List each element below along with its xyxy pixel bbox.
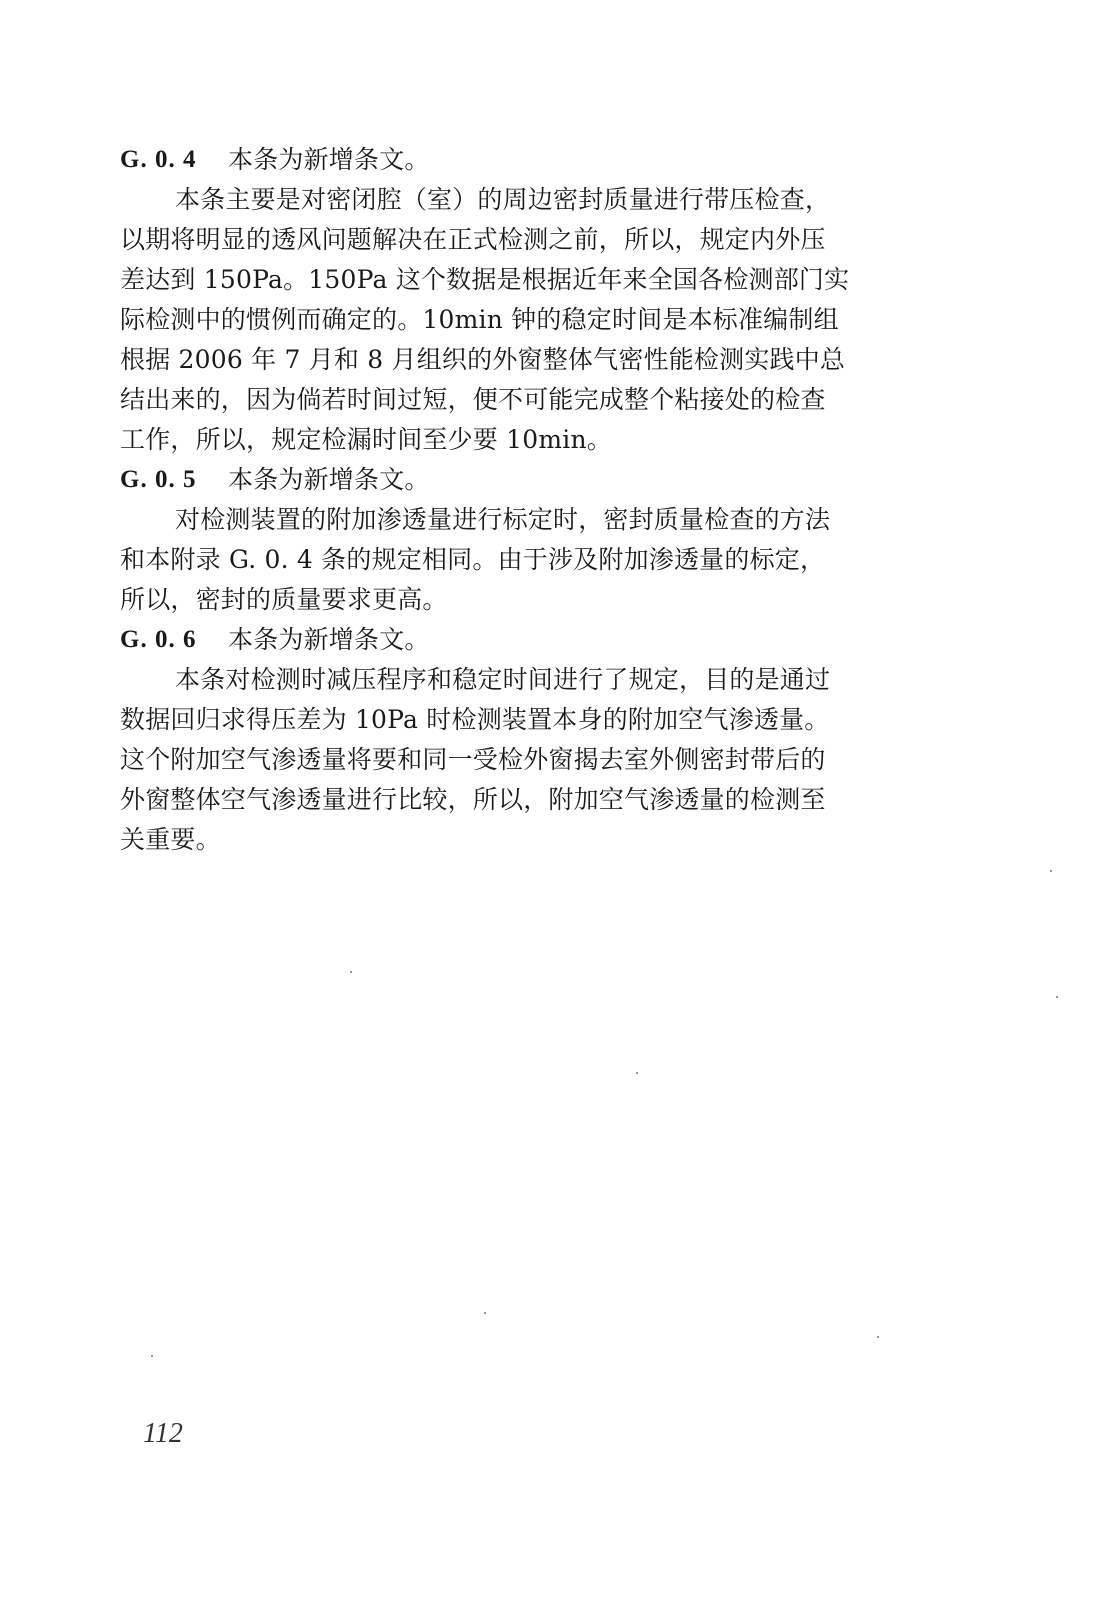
scan-speck bbox=[877, 1336, 879, 1338]
paragraph-line: 本条主要是对密闭腔（室）的周边密封质量进行带压检查， bbox=[175, 185, 831, 214]
paragraph-line: 所以，密封的质量要求更高。 bbox=[120, 585, 448, 614]
scan-speck bbox=[151, 1355, 153, 1357]
scan-speck bbox=[636, 1072, 638, 1074]
paragraph-line: 和本附录 G. 0. 4 条的规定相同。由于涉及附加渗透量的标定， bbox=[120, 545, 826, 574]
clause-title: 本条为新增条文。 bbox=[228, 625, 430, 654]
paragraph-line: 际检测中的惯例而确定的。10min 钟的稳定时间是本标准编制组 bbox=[120, 305, 839, 334]
paragraph-line: 对检测装置的附加渗透量进行标定时，密封质量检查的方法 bbox=[175, 505, 831, 534]
paragraph-line: 以期将明显的透风问题解决在正式检测之前，所以，规定内外压 bbox=[120, 225, 826, 254]
body-text bbox=[120, 140, 925, 860]
clause-title: 本条为新增条文。 bbox=[228, 465, 430, 494]
paragraph-line: 这个附加空气渗透量将要和同一受检外窗揭去室外侧密封带后的 bbox=[120, 745, 826, 774]
clause-number: G. 0. 5 bbox=[120, 466, 197, 493]
section-g-0-6 bbox=[120, 620, 925, 860]
section-g-0-5 bbox=[120, 460, 925, 620]
paragraph-line: 根据 2006 年 7 月和 8 月组织的外窗整体气密性能检测实践中总 bbox=[120, 345, 846, 374]
scan-speck bbox=[1056, 996, 1058, 998]
scan-speck bbox=[1050, 870, 1052, 872]
paragraph-line: 结出来的，因为倘若时间过短，便不可能完成整个粘接处的检查 bbox=[120, 385, 826, 414]
clause-title: 本条为新增条文。 bbox=[228, 145, 430, 174]
paragraph-line: 工作，所以，规定检漏时间至少要 10min。 bbox=[120, 425, 612, 454]
scan-speck bbox=[350, 971, 352, 973]
section-g-0-4 bbox=[120, 140, 925, 460]
page-number: 112 bbox=[143, 1418, 183, 1449]
clause-number: G. 0. 6 bbox=[120, 626, 197, 653]
scan-speck bbox=[484, 1312, 486, 1314]
section-heading bbox=[120, 460, 925, 500]
paragraph-line: 差达到 150Pa。150Pa 这个数据是根据近年来全国各检测部门实 bbox=[120, 265, 850, 294]
paragraph-line: 外窗整体空气渗透量进行比较，所以，附加空气渗透量的检测至 bbox=[120, 785, 826, 814]
paragraph-line: 本条对检测时减压程序和稳定时间进行了规定，目的是通过 bbox=[175, 665, 831, 694]
clause-number: G. 0. 4 bbox=[120, 146, 197, 173]
section-heading bbox=[120, 620, 925, 660]
paragraph-line: 数据回归求得压差为 10Pa 时检测装置本身的附加空气渗透量。 bbox=[120, 705, 830, 734]
paragraph-line: 关重要。 bbox=[120, 825, 221, 854]
section-heading bbox=[120, 140, 925, 180]
